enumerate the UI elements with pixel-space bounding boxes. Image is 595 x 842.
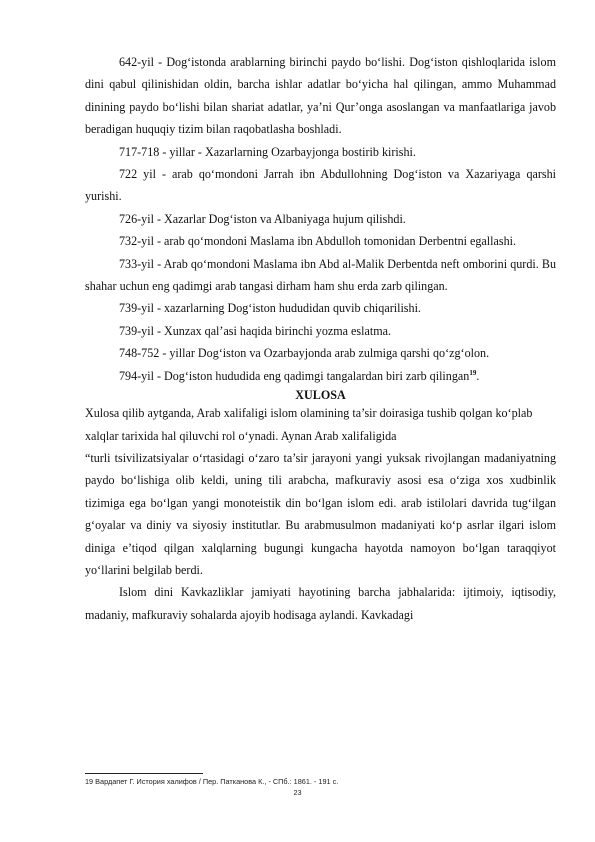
chronology-entry-722: 722 yil - arab qo‘mondoni Jarrah ibn Abdullohning Dog‘iston va Xazariyaga qarshi yurishi. [85,167,556,204]
chronology-entry-642: 642-yil - Dog‘istonda arablarning birinchi paydo bo‘lishi. Dog‘iston qishloqlarida islom dini qabul qilinishidan oldin, barcha ishlar adatlar bo‘yicha hal qilingan, ammo Muhammad dinining paydo bo‘lishi bilan shariat adatlar, ya’ni Qur’onga asoslangan va manfaatlariga javob beradigan huquqiy tizim bilan raqobatlasha boshladi. [85,55,556,137]
footnote-reference: 19 [469,368,477,377]
chronology-entry-794 [85,365,556,387]
chronology-entry-732: 732-yil - arab qo‘mondoni Maslama ibn Abdulloh tomonidan Derbentni egallashi. [119,234,517,249]
conclusion-paragraph-3: Islom dini Kavkazliklar jamiyati hayotining barcha jabhalarida: ijtimoiy, iqtisodiy, madaniy, mafkuraviy sohalarda ajoyib hodisaga aylandi. Kavkadagi [85,585,556,622]
conclusion-paragraph-2: “turli tsivilizatsiyalar o‘rtasidagi o‘zaro ta’sir jarayoni yangi yuksak rivojlangan madaniyatning paydo bo‘lishiga olib keldi, uning tili arabcha, mafkuraviy asosi esa o‘ziga xos xudbinlik tizimiga ega bo‘lgan yangi monoteistik din bo‘lgan islom edi. arab istilolari davrida tug‘ilgan g‘oyalar va diniy va siyosiy institutlar. Bu arabmusulmon madaniyati ko‘p asrlar ilgari islom diniga e’tiqod qilgan xalqlarning bugungi kungacha hayotda namoyon bo‘lgan taraqqiyot yo‘llarini belgilab berdi. [85,450,556,577]
chronology-entry-739a: 739-yil - xazarlarning Dog‘iston hududidan quvib chiqarilishi. [119,301,421,316]
chronology-entry-717: 717-718 - yillar - Xazarlarning Ozarbayjonga bostirib kirishi. [119,144,416,159]
entry-794-text: 794-yil - Dog‘iston hududida eng qadimgi tangalardan biri zarb qilingan [119,368,470,383]
chronology-entry-726: 726-yil - Xazarlar Dog‘iston va Albaniyaga hujum qilishdi. [119,211,406,226]
entry-794-period: . [476,368,480,383]
chronology-entry-739b: 739-yil - Xunzax qal’asi haqida birinchi yozma eslatma. [119,323,392,338]
footnote-text: 19 Вардапет Г. История халифов / Пер. Патканова К., - СПб.: 1861. - 191 с. [85,777,339,786]
conclusion-paragraph-1: Xulosa qilib aytganda, Arab xalifaligi islom olamining ta’sir doirasiga tushib qolgan ko‘plab xalqlar tarixida hal qiluvchi rol o‘ynadi. Aynan Arab xalifaligida [85,406,533,443]
footnote-divider [85,773,203,774]
chronology-entry-748: 748-752 - yillar Dog‘iston va Ozarbayjonda arab zulmiga qarshi qo‘zg‘olon. [119,346,490,361]
section-heading: XULOSA [295,388,346,403]
page-number: 23 [293,788,302,797]
page-body [85,51,556,626]
chronology-entry-733: 733-yil - Arab qo‘mondoni Maslama ibn Abd al-Malik Derbentda neft omborini qurdi. Bu shahar uchun eng qadimgi arab tangasi dirham ham shu erda zarb qilingan. [85,256,556,294]
